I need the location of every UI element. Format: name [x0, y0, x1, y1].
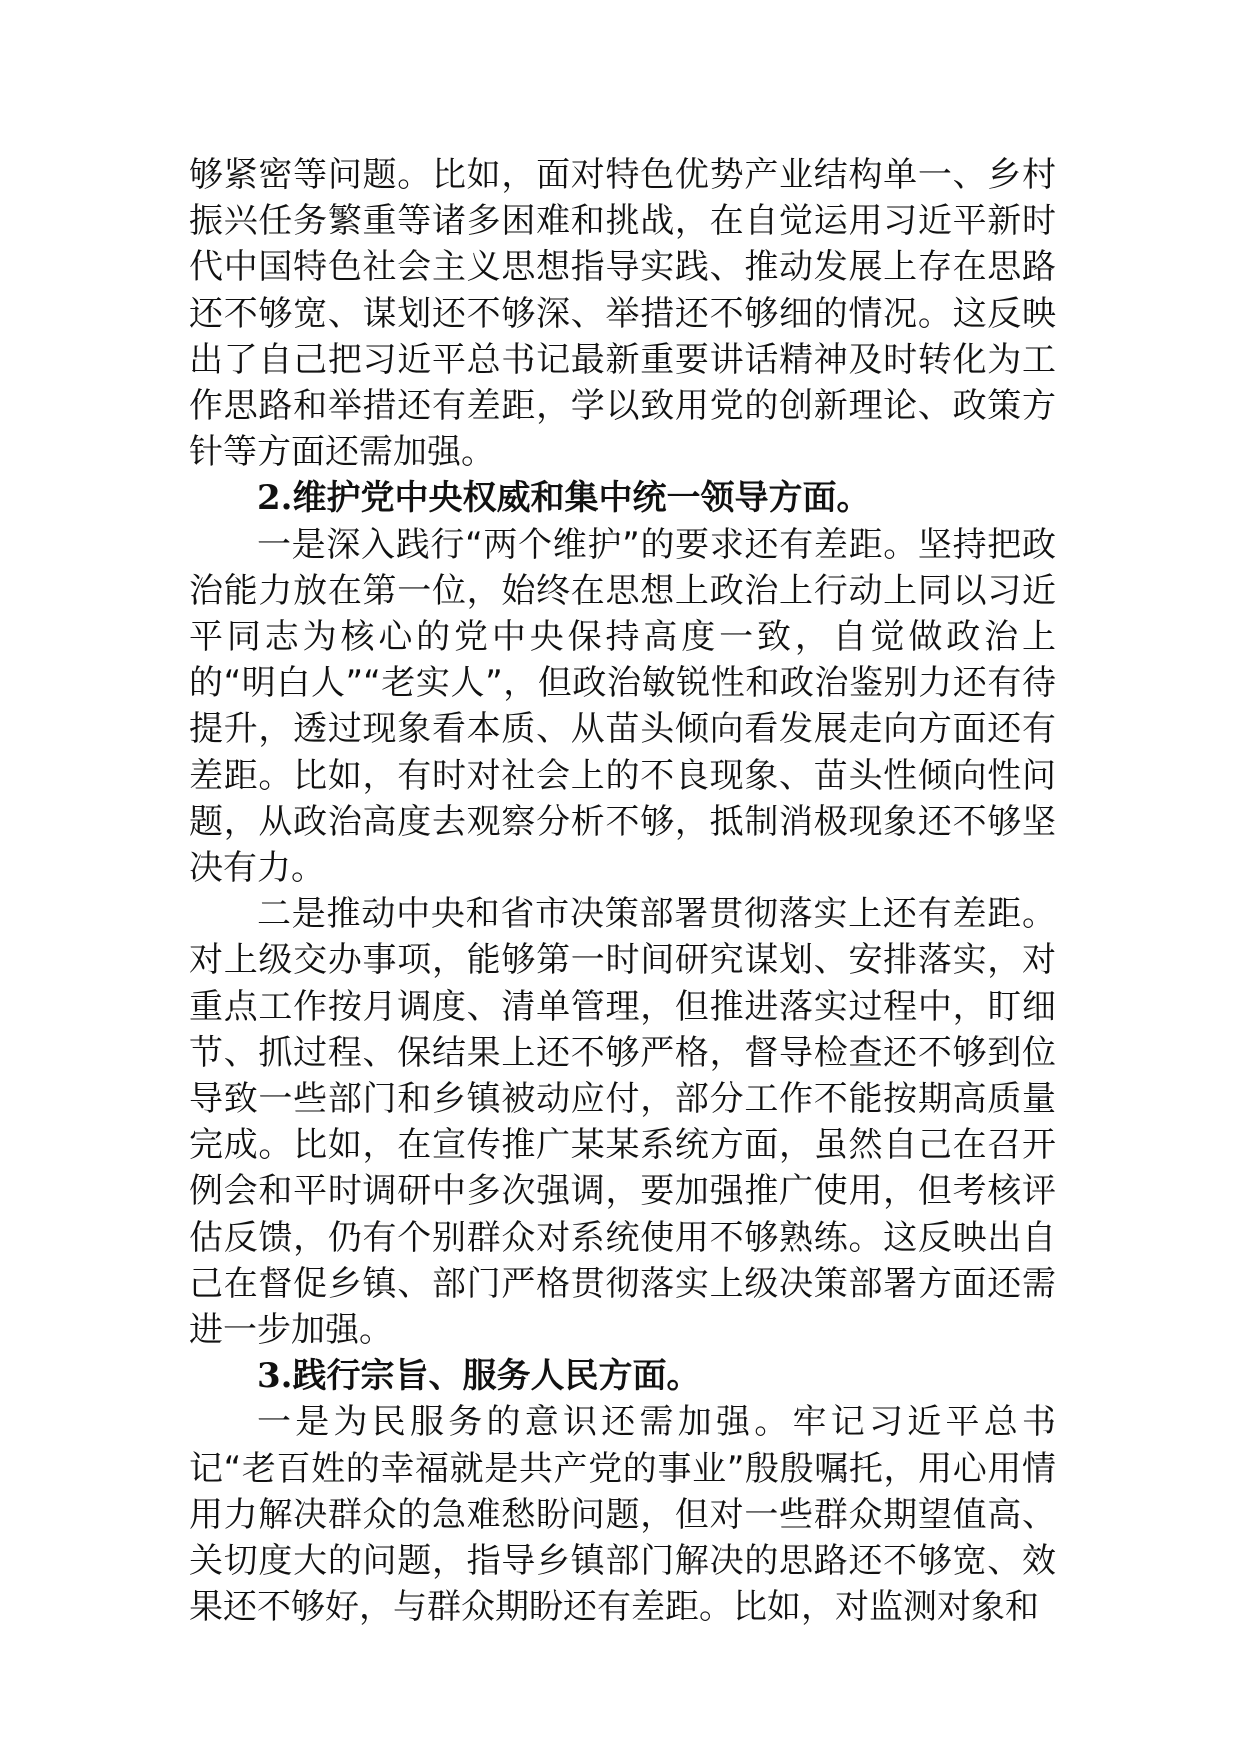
paragraph-continuation: 够紧密等问题。比如，面对特色优势产业结构单一、乡村振兴任务繁重等诸多困难和挑战，在自觉运用习近平新时代中国特色社会主义思想指导实践、推动发展上存在思路还不够宽、谋划还不够深、举措还不够细的情况。这反映出了自己把习近平总书记最新重要讲话精神及时转化为工作思路和举措还有差距，学以致用党的创新理论、政策方针等方面还需加强。	[189, 155, 1056, 473]
paragraph-two-safeguards: 一是深入践行“两个维护”的要求还有差距。坚持把政治能力放在第一位，始终在思想上政治上行动上同以习近平同志为核心的党中央保持高度一致，自觉做政治上的“明白人”“老实人”，但政治敏锐性和政治鉴别力还有待提升，透过现象看本质、从苗头倾向看发展走向方面还有差距。比如，有时对社会上的不良现象、苗头性倾向性问题，从政治高度去观察分析不够，抵制消极现象还不够坚决有力。	[189, 524, 1056, 889]
document-page	[189, 152, 1056, 1631]
section-heading-3: 3.践行宗旨、服务人民方面。	[257, 1356, 701, 1397]
paragraph-decision-implementation: 二是推动中央和省市决策部署贯彻落实上还有差距。对上级交办事项，能够第一时间研究谋划、安排落实，对重点工作按月调度、清单管理，但推进落实过程中，盯细节、抓过程、保结果上还不够严格，督导检查还不够到位导致一些部门和乡镇被动应付，部分工作不能按期高质量完成。比如，在宣传推广某某系统方面，虽然自己在召开例会和平时调研中多次强调，要加强推广使用，但考核评估反馈，仍有个别群众对系统使用不够熟练。这反映出自己在督促乡镇、部门严格贯彻落实上级决策部署方面还需进一步加强。	[189, 894, 1056, 1351]
paragraph-serve-people: 一是为民服务的意识还需加强。牢记习近平总书记“老百姓的幸福就是共产党的事业”殷殷嘱托，用心用情用力解决群众的急难愁盼问题，但对一些群众期望值高、关切度大的问题，指导乡镇部门解决的思路还不够宽、效果还不够好，与群众期盼还有差距。比如，对监测对象和	[189, 1402, 1056, 1628]
section-heading-2: 2.维护党中央权威和集中统一领导方面。	[257, 478, 871, 519]
